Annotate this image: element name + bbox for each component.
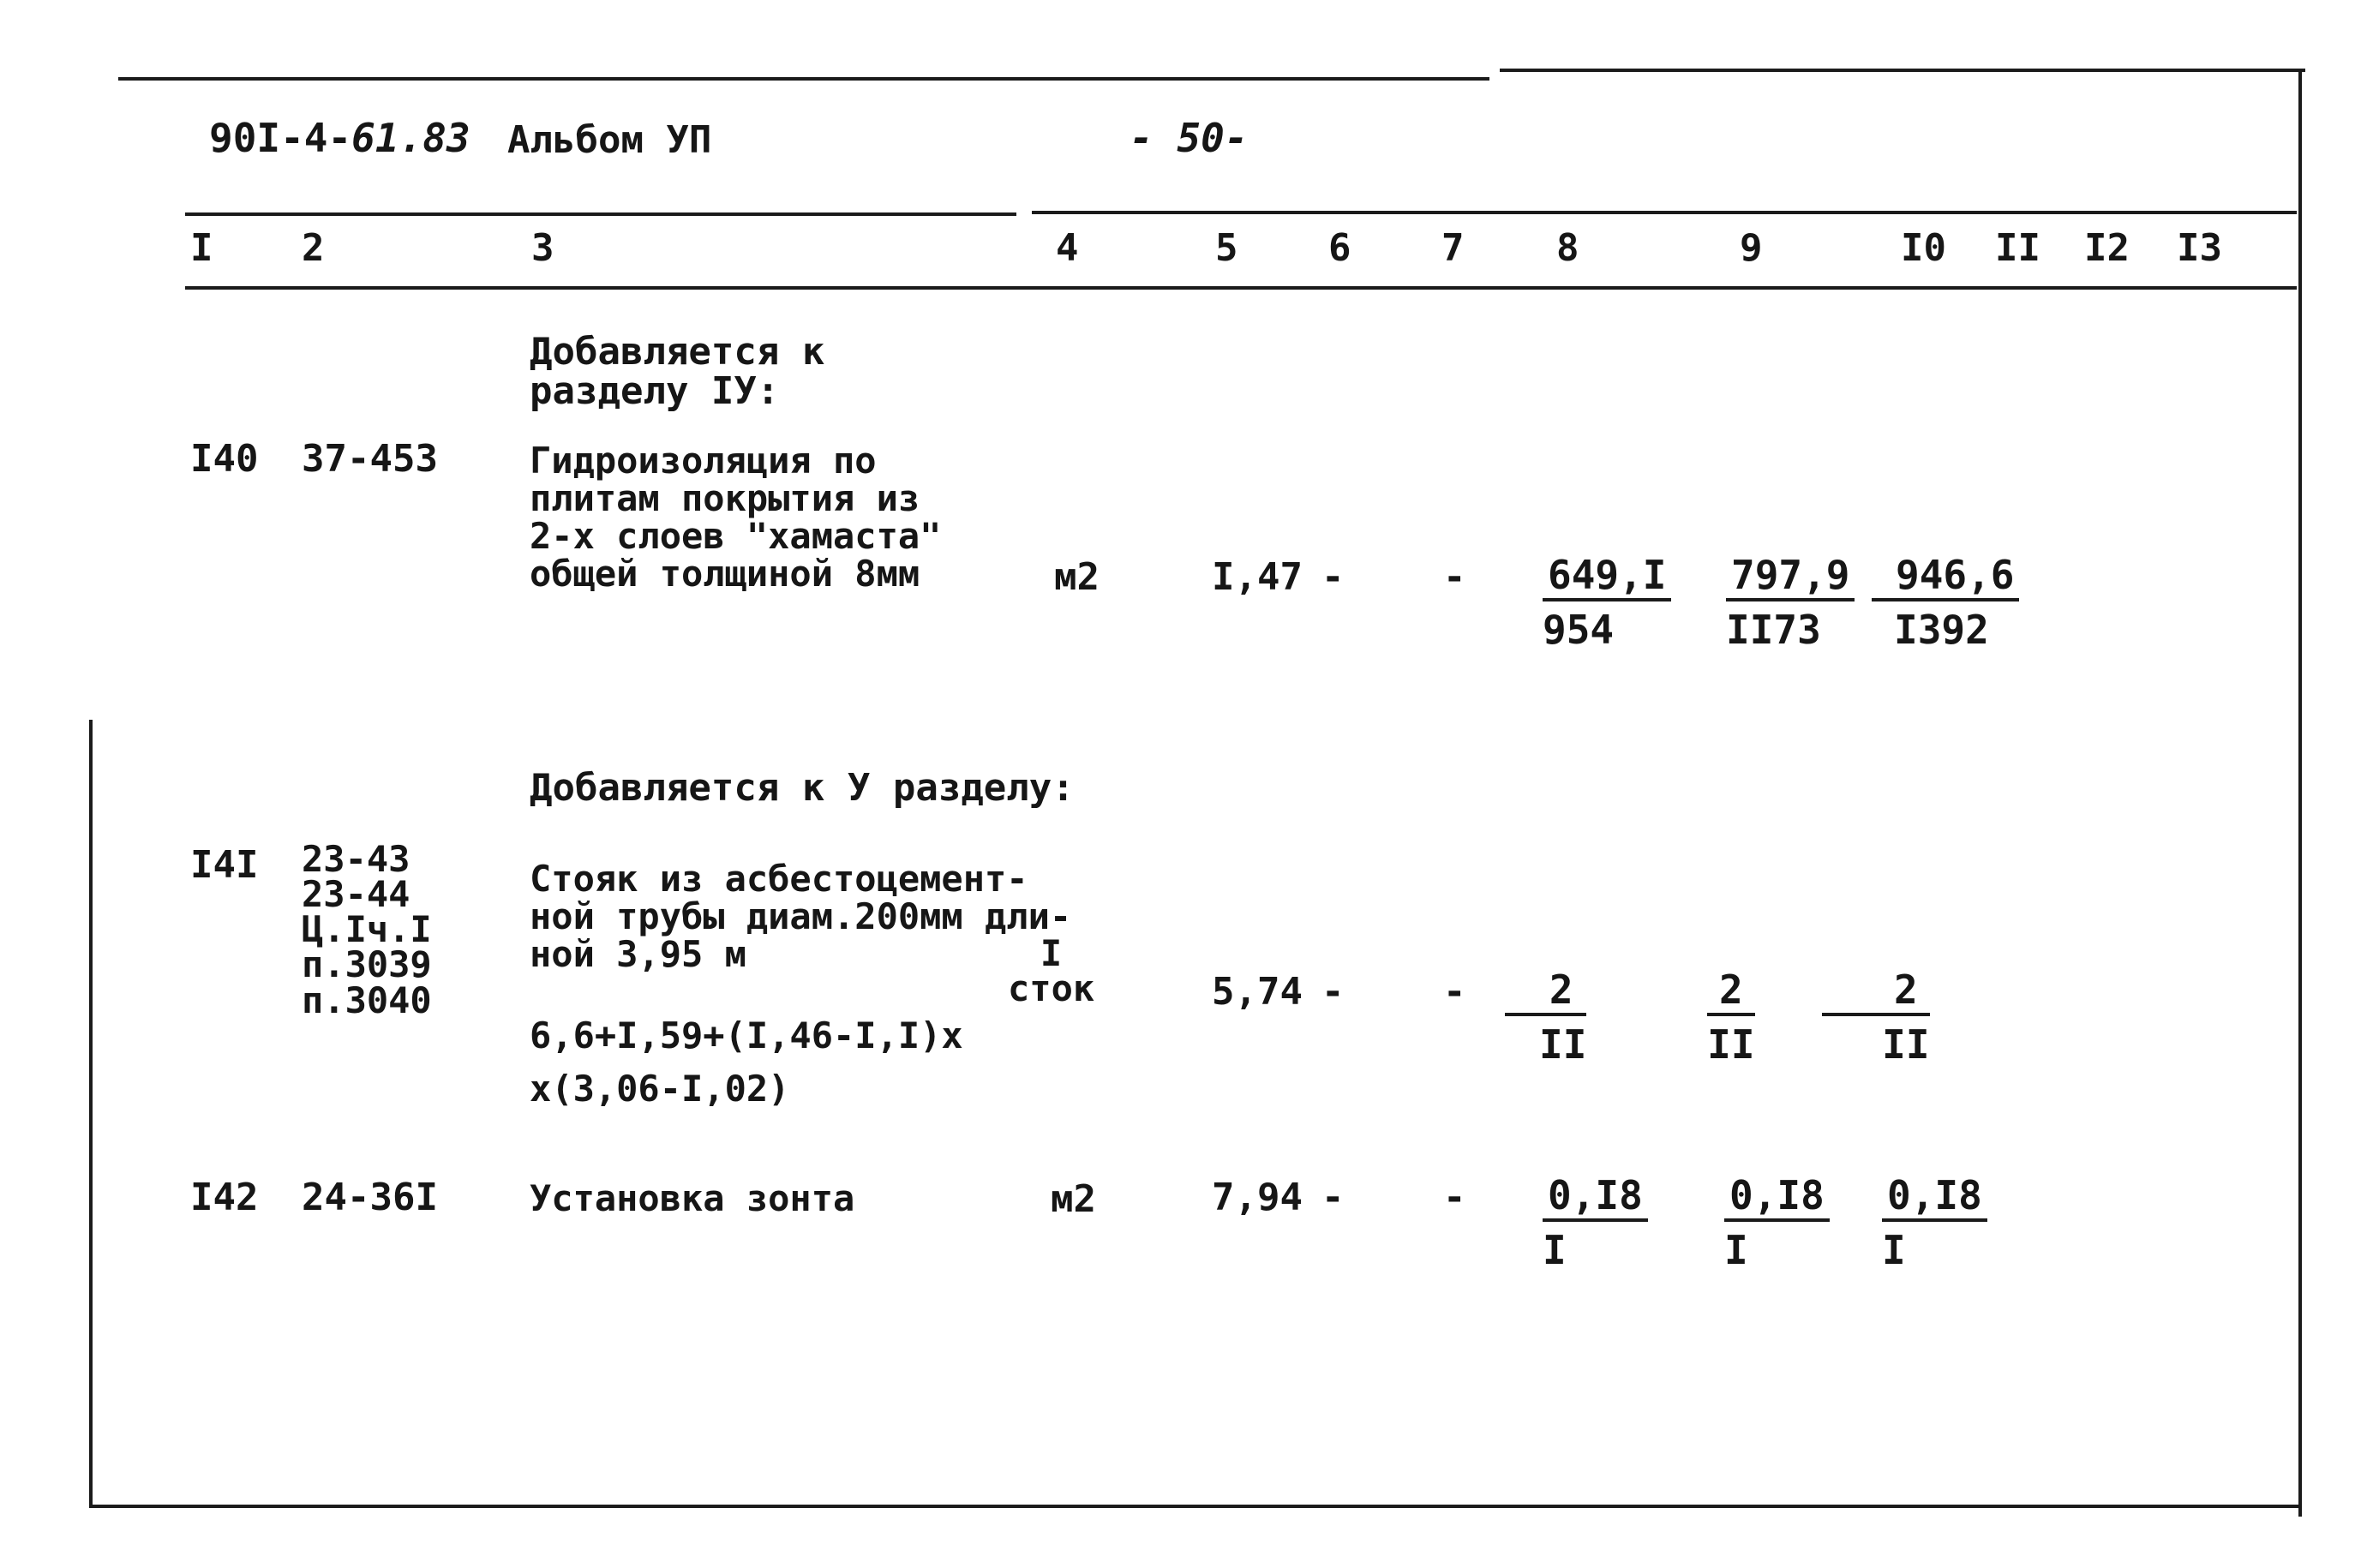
- header-rule-top-left: [185, 212, 1016, 216]
- row-140-number: I40: [190, 437, 259, 481]
- column-header-5: 5: [1215, 226, 1238, 270]
- frame-bottom: [89, 1505, 2300, 1508]
- column-header-10: I0: [1901, 226, 1946, 270]
- column-header-2: 2: [302, 226, 325, 270]
- column-header-8: 8: [1556, 226, 1579, 270]
- row-142-col10-bottom: I: [1882, 1227, 1906, 1273]
- page-number: - 50-: [1130, 115, 1249, 161]
- column-header-9: 9: [1740, 226, 1763, 270]
- column-header-4: 4: [1056, 226, 1079, 270]
- row-142-col10-top: 0,I8: [1882, 1176, 1987, 1222]
- row-141-col9: [1707, 967, 1755, 1068]
- album-label: Альбом УП: [507, 118, 712, 162]
- row-141-code: 23-43 23-44 Ц.Iч.I п.3039 п.3040: [302, 838, 432, 1021]
- column-header-3: 3: [531, 226, 554, 270]
- row-142-description: Установка зонта: [530, 1177, 855, 1219]
- row-140-col10-bottom: I392: [1894, 607, 1989, 653]
- document-code: 90I-4-61.83: [209, 115, 470, 161]
- row-141-col6: -: [1321, 970, 1345, 1014]
- row-141-col9-top: 2: [1707, 970, 1755, 1016]
- row-140-quantity: I,47: [1212, 555, 1303, 599]
- row-142-col9-bottom: I: [1724, 1227, 1748, 1273]
- row-142-number: I42: [190, 1176, 259, 1219]
- row-141-col8-bottom: II: [1539, 1021, 1587, 1068]
- row-142-col10: [1882, 1172, 1987, 1273]
- column-header-1: I: [190, 226, 213, 270]
- row-142-col8: [1543, 1172, 1648, 1273]
- row-141-col7: -: [1443, 970, 1466, 1014]
- row-140-col10: [1872, 552, 2019, 653]
- row-140-col7: -: [1443, 555, 1466, 599]
- row-142-quantity: 7,94: [1212, 1176, 1303, 1219]
- row-140-col8-bottom: 954: [1543, 607, 1615, 653]
- row-140-col9-top: 797,9: [1726, 555, 1855, 601]
- row-140-unit: м2: [1054, 555, 1100, 599]
- row-142-col9: [1724, 1172, 1830, 1273]
- row-141-formula: 6,6+I,59+(I,46-I,I)x x(3,06-I,02): [530, 1014, 963, 1110]
- section-heading-5: Добавляется к У разделу:: [530, 766, 1075, 810]
- row-142-col9-top: 0,I8: [1724, 1176, 1830, 1222]
- row-141-unit: I сток: [1008, 932, 1095, 1010]
- row-142-unit: м2: [1051, 1177, 1096, 1221]
- row-140-col9: [1726, 552, 1855, 653]
- column-header-7: 7: [1441, 226, 1465, 270]
- column-header-6: 6: [1328, 226, 1351, 270]
- row-141-quantity: 5,74: [1212, 970, 1303, 1014]
- frame-right: [2298, 69, 2302, 1517]
- row-141-col9-bottom: II: [1707, 1021, 1755, 1068]
- row-141-col10-bottom: II: [1882, 1021, 1930, 1068]
- row-141-col10-top: 2: [1822, 970, 1930, 1016]
- row-141-number: I4I: [190, 843, 259, 887]
- row-141-col10: [1822, 967, 1930, 1068]
- row-142-code: 24-36I: [302, 1176, 438, 1219]
- frame-top-right: [1500, 69, 2305, 72]
- section-heading-4: Добавляется к разделу IУ:: [530, 330, 825, 414]
- row-140-description: Гидроизоляция по плитам покрытия из 2-х слоев "хамаста" общей толщиной 8мм: [530, 440, 942, 595]
- row-140-code: 37-453: [302, 437, 438, 481]
- row-141-col8-top: 2: [1505, 970, 1586, 1016]
- row-140-col6: -: [1321, 555, 1345, 599]
- column-header-12: I2: [2084, 226, 2130, 270]
- column-header-11: II: [1995, 226, 2040, 270]
- row-141-col8: [1505, 967, 1587, 1068]
- row-140-col10-top: 946,6: [1872, 555, 2019, 601]
- frame-top-left: [118, 77, 1489, 81]
- row-142-col8-top: 0,I8: [1543, 1176, 1648, 1222]
- row-140-col8-top: 649,I: [1543, 555, 1671, 601]
- row-141-description: Стояк из асбестоцемент- ной трубы диам.200мм дли- ной 3,95 м: [530, 858, 1072, 976]
- frame-left: [89, 720, 93, 1508]
- row-140-col9-bottom: II73: [1726, 607, 1821, 653]
- row-142-col6: -: [1321, 1176, 1345, 1219]
- column-header-13: I3: [2177, 226, 2222, 270]
- row-142-col7: -: [1443, 1176, 1466, 1219]
- header-rule-top-right: [1032, 211, 2297, 214]
- row-142-col8-bottom: I: [1543, 1227, 1567, 1273]
- header-rule-bottom: [185, 286, 2297, 290]
- row-140-col8: [1543, 552, 1671, 653]
